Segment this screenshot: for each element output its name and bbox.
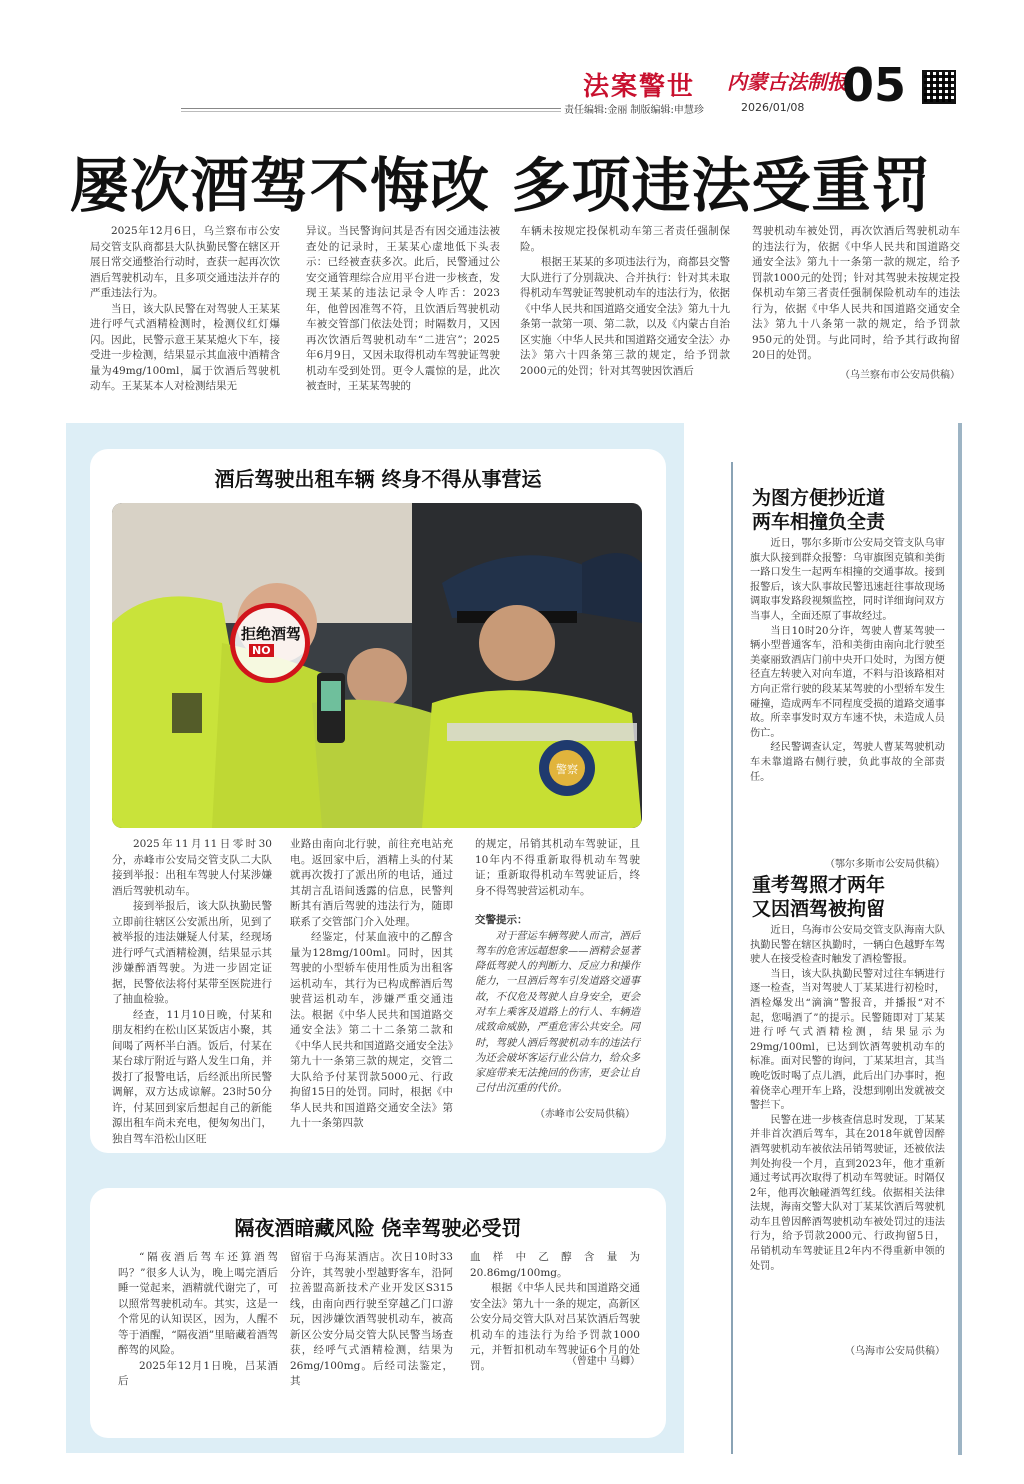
no-drink-badge-icon	[230, 603, 310, 683]
taxi-col-2	[290, 837, 453, 1132]
overnight-source: （曾建中 马卿）	[566, 1356, 640, 1367]
main-source: （乌兰察布市公安局供稿）	[840, 370, 960, 381]
paragraph: 异议。当民警询问其是否有因交通违法被查处的记录时，王某某心虚地低下头表示：已经被查获多次。此后，民警通过公安交通管理综合应用平台进一步核查，发现王某某的违法记录令人咋舌：2023年，他曾因准驾不符，且饮酒后驾驶机动车被交管部门依法处罚；时隔数月，又因再次饮酒后驾驶机动车“二进宫”；2025年6月9日，又因未取得机动车驾驶证驾驶机动车受到处罚。更令人震惊的是，此次被查时，王某某驾驶的	[306, 225, 500, 392]
page-number: 05	[842, 58, 907, 112]
paragraph: 近日，乌海市公安局交管支队海南大队执勤民警在辖区执勤时，一辆白色越野车驾驶人在接受检查时触发了酒检警报。	[750, 925, 945, 966]
paragraph: 当日，该大队民警在对驾驶人王某某进行呼气式酒精检测时，检测仪红灯爆闪。因此，民警示意王某某熄火下车，接受进一步检测，结果显示其血液中酒精含量为49mg/100ml，属于饮酒后驾驶机动车。王某某本人对检测结果无	[90, 302, 280, 392]
paragraph: 根据王某某的多项违法行为，商都县交警大队进行了分别裁决、合并执行：针对其未取得机动车驾驶证驾驶机动车的违法行为，依据《中华人民共和国道路交通安全法》第九十九条第一款第一项、第二款，以及《内蒙古自治区实施〈中华人民共和国道路交通安全法〉办法》第六十四条第三款的规定，给予罚款2000元的处罚；针对其驾驶因饮酒后	[520, 256, 730, 377]
side-story2-title: 重考驾照才两年 又因酒驾被拘留	[752, 874, 886, 920]
taxi-col-3	[475, 837, 640, 1097]
paragraph: 根据《中华人民共和国道路交通安全法》第九十一条的规定，高新区公安分局交管大队对吕某饮酒后驾驶机动车的违法行为给予罚款1000元，并暂扣机动车驾驶证6个月的处罚。	[470, 1282, 640, 1372]
overnight-story-title: 隔夜酒暗藏风险 侥幸驾驶必受罚	[234, 1216, 522, 1240]
taxi-col-1	[112, 837, 272, 1147]
side-story1-body	[750, 537, 945, 785]
qr-code-icon	[922, 70, 956, 104]
main-col-4	[752, 224, 960, 364]
paragraph: 2025年11月11日零时30分，赤峰市公安局交管支队二大队接到举报：出租车驾驶人付某涉嫌酒后驾驶机动车。	[112, 838, 272, 897]
side-story1-title: 为图方便抄近道 两车相撞负全责	[752, 487, 886, 533]
badge-no: NO	[249, 644, 274, 657]
overnight-col-2	[290, 1250, 453, 1390]
taxi-source: （赤峰市公安局供稿）	[535, 1109, 635, 1120]
badge-text: 拒绝酒驾	[241, 625, 302, 643]
paragraph: 2025年12月6日，乌兰察布市公安局交管支队商都县大队执勤民警在辖区开展日常交通整治行动时，查获一起再次饮酒后驾驶机动车，且多项交通违法并存的严重违法行为。	[90, 225, 280, 299]
paragraph: 经查，11月10日晚，付某和朋友相约在松山区某饭店小聚，其间喝了两杯半白酒。饭后，付某在某台球厅附近与路人发生口角，并拨打了报警电话，后经派出所民警调解，双方达成谅解。23时50分许，付某回到家后想起自己的新能源出租车尚未充电，便匆匆出门，独自驾车沿松山区旺	[112, 1008, 272, 1145]
newspaper-brand: 内蒙古法制报	[727, 70, 847, 94]
side-stripe	[958, 423, 962, 1455]
paragraph: 业路由南向北行驶，前往充电站充电。返回家中后，酒精上头的付某就再次拨打了派出所的电话，通过其胡言乱语间透露的信息，民警判断其有酒后驾驶的违法行为，随即联系了交管部门介入处理。	[290, 838, 453, 928]
paragraph: 民警在进一步核查信息时发现，丁某某并非首次酒后驾车，其在2018年就曾因醉酒驾驶机动车被依法吊销驾驶证，还被依法判处拘役一个月，直到2023年，他才重新通过考试再次取得了机动车驾驶证。时隔仅2年，他再次触碰酒驾红线。依据相关法律法规，海南交警大队对丁某某饮酒后驾驶机动车且曾因醉酒驾驶机动车被处罚过的违法行为，给予罚款2000元、行政拘留5日，吊销机动车驾驶证且2年内不得重新申领的处罚。	[750, 1114, 945, 1272]
main-col-1	[90, 224, 280, 395]
tips-text: 对于营运车辆驾驶人而言，酒后驾车的危害远超想象——酒精会显著降低驾驶人的判断力、反应力和操作能力，一旦酒后驾车引发道路交通事故，不仅危及驾驶人自身安全，更会对车上乘客及道路上的行人、车辆造成致命威胁，严重危害公共安全。同时，驾驶人酒后驾驶机动车的违法行为还会破坏客运行业公信力，给众多家庭带来无法挽回的伤害，更会让自己付出沉重的代价。	[475, 929, 640, 1095]
paragraph: 2025年12月1日晚，吕某酒后	[118, 1359, 278, 1387]
overnight-col-1	[118, 1250, 278, 1390]
issue-date: 2026/01/08	[741, 101, 805, 114]
editor-credits: 责任编辑:金丽 制版编辑:申慧珍	[564, 105, 704, 116]
main-col-2	[306, 224, 500, 395]
paragraph: 接到举报后，该大队执勤民警立即前往辖区公安派出所，见到了被举报的违法嫌疑人付某，经现场进行呼气式酒精检测，结果显示其涉嫌醉酒驾驶。为进一步固定证据，民警依法将付某带至医院进行了抽血检验。	[112, 900, 272, 1005]
side-story1-source: （鄂尔多斯市公安局供稿）	[825, 859, 945, 870]
side-story2-source: （乌海市公安局供稿）	[845, 1346, 945, 1357]
news-photo	[112, 503, 642, 828]
paragraph: 经鉴定，付某血液中的乙醇含量为128mg/100ml。同时，因其驾驶的小型轿车使用性质为出租客运机动车，其行为已构成醉酒后驾驶营运机动车，涉嫌严重交通违法。根据《中华人民共和国道路交通安全法》第二十二条第二款和《中华人民共和国道路交通安全法》第九十一条第三款的规定，交管二大队给予付某罚款5000元、行政拘留15日的处罚。同时，根据《中华人民共和国道路交通安全法》第九十一条第四款	[290, 931, 453, 1129]
header-rule	[181, 108, 561, 109]
police-badge-text: 警察	[556, 763, 578, 776]
paragraph: 留宿于乌海某酒店。次日10时33分许，其驾驶小型越野客车，沿阿拉善盟高新技术产业开发区S315线，由南向西行驶至穿越乙门口游玩，因涉嫌饮酒驾驶机动车，被高新区公安分局交管大队民警当场查获，经呼气式酒精检测，结果为26mg/100mg。后经司法鉴定，其	[290, 1251, 453, 1387]
paragraph: 驾驶机动车被处罚，再次饮酒后驾驶机动车的违法行为，依据《中华人民共和国道路交通安全法》第九十一条第一款的规定，给予罚款1000元的处罚；针对其驾驶未按规定投保机动车第三者责任强制保险机动车的违法行为，依据《中华人民共和国道路交通安全法》第九十八条第一款的规定，给予罚款950元的处罚。与此同时，给予其行政拘留20日的处罚。	[752, 225, 960, 361]
photo-illustration	[112, 503, 642, 828]
paragraph: 当日10时20分许，驾驶人曹某驾驶一辆小型普通客车，沿和美街由南向北行驶至美豪丽致酒店门前中央开口处时，为图方便径直左转驶入对向车道，不料与沿该路相对方向正常行驶的段某某驾驶的小型轿车发生碰撞，造成两车不同程度受损的道路交通事故。所幸事发时双方车速不快，未造成人员伤亡。	[750, 625, 945, 739]
paragraph: 当日，该大队执勤民警对过往车辆进行逐一检查，当对驾驶人丁某某进行初检时，酒检爆发出“滴滴”警报音，并播报“对不起，您喝酒了”的提示。民警随即对丁某某进行呼气式酒精检测，结果显示为29mg/100ml，已达到饮酒驾驶机动车的标准。面对民警的询问，丁某某坦言，其当晚吃饭时喝了点儿酒，此后出门办事时，抱着侥幸心理开车上路，没想到刚出发就被交警拦下。	[750, 968, 945, 1112]
paragraph: 的规定，吊销其机动车驾驶证，且10年内不得重新取得机动车驾驶证；重新取得机动车驾驶证后，终身不得驾驶营运机动车。	[475, 838, 640, 897]
main-col-3	[520, 224, 730, 379]
taxi-story-title: 酒后驾驶出租车辆 终身不得从事营运	[214, 467, 542, 491]
paragraph: 车辆未按规定投保机动车第三者责任强制保险。	[520, 225, 730, 253]
paragraph: “隔夜酒后驾车还算酒驾吗？”很多人认为，晚上喝完酒后睡一觉起来，酒精就代谢完了，可以照常驾驶机动车。其实，这是一个常见的认知误区，因为，人醒不等于酒醒，“隔夜酒”里暗藏着酒驾醉驾的风险。	[118, 1251, 278, 1356]
main-headline: 屡次酒驾不悔改 多项违法受重罚	[70, 151, 932, 220]
column-title: 法案警世	[583, 72, 696, 102]
tips-title: 交警提示：	[475, 914, 528, 926]
paragraph: 经民警调查认定，驾驶人曹某驾驶机动车未靠道路右侧行驶，负此事故的全部责任。	[750, 742, 945, 783]
side-story2-body	[750, 924, 945, 1274]
header-rule-2	[181, 111, 561, 112]
paragraph: 血样中乙醇含量为20.86mg/100mg。	[470, 1251, 640, 1279]
paragraph: 近日，鄂尔多斯市公安局交管支队乌审旗大队接到群众报警：乌审旗图克镇和美街一路口发生一起两车相撞的交通事故。接到报警后，该大队事故民警迅速赶往事故现场调取事发路段视频监控，同时详细询问双方当事人，全面还原了事故经过。	[750, 538, 945, 622]
